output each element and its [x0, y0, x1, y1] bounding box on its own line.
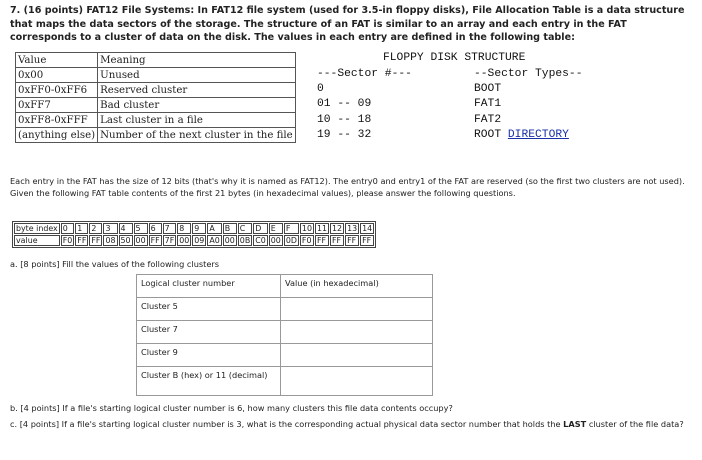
- header-cell: Value (in hexadecimal): [281, 275, 433, 298]
- question-title: 7. (16 points) FAT12 File Systems: In FAT12 file system (used for 3.5-in floppy disks), File Allocation Table is a data structure that maps the data sectors of the storage. The structure of an FAT is similar to an array and each entry in the FAT corresponds to a cluster of data on the disk. The values in each entry are defined in the following table:: [10, 5, 685, 43]
- byte-index-cell: 7: [163, 223, 177, 234]
- byte-index-cell: E: [269, 223, 283, 234]
- byte-value-cell: F0: [300, 235, 314, 246]
- table-row: [16, 113, 296, 128]
- answer-cell[interactable]: [281, 298, 433, 321]
- byte-index-cell: 8: [177, 223, 191, 234]
- value-cell: 0x00: [16, 68, 98, 83]
- sector-range: 0: [317, 83, 324, 96]
- byte-index-cell: C: [238, 223, 252, 234]
- row-label: value: [14, 235, 60, 246]
- byte-index-cell: 10: [301, 224, 312, 233]
- byte-index-cell: 14: [362, 224, 373, 233]
- cluster-label: Cluster B (hex) or 11 (decimal): [137, 367, 281, 396]
- floppy-title: FLOPPY DISK STRUCTURE: [383, 52, 526, 64]
- part-b-question: b. [4 points] If a file's starting logical cluster number is 6, how many clusters this file data contents occupy?: [10, 403, 453, 413]
- byte-index-cell: 11: [316, 224, 328, 233]
- directory-word: DIRECTORY: [507, 128, 569, 141]
- table-row: [137, 298, 433, 321]
- byte-value-cell: 00: [270, 236, 281, 245]
- emphasis-last: LAST: [563, 419, 587, 429]
- byte-index-cell: 13: [347, 224, 358, 233]
- meaning-cell: Number of the next cluster in the file: [98, 128, 296, 143]
- table-row: [137, 321, 433, 344]
- byte-value-cell: F0: [62, 236, 73, 245]
- byte-value-cell: FF: [345, 235, 359, 246]
- byte-index-row: [14, 223, 374, 234]
- root-word: ROOT: [474, 128, 508, 141]
- byte-index-cell: 0: [61, 223, 75, 234]
- sector-type: FAT2: [474, 113, 502, 126]
- byte-value-cell: 0D: [285, 236, 297, 245]
- byte-value-cell: FF: [330, 235, 344, 246]
- fat-value-meaning-table: [15, 52, 296, 143]
- value-row: [14, 235, 374, 246]
- table-row: [16, 83, 296, 98]
- header-cell: Logical cluster number: [137, 275, 281, 298]
- table-row: [16, 98, 296, 113]
- byte-index-cell: 6: [149, 223, 162, 234]
- value-cell: 0xFF0-0xFF6: [16, 83, 98, 98]
- header-cell: Value: [16, 53, 98, 68]
- byte-index-cell: 9: [192, 223, 206, 234]
- row-label: byte index: [16, 224, 58, 233]
- byte-value-cell: 00: [224, 236, 235, 245]
- value-cell: 0xFF8-0xFFF: [16, 113, 98, 128]
- value-cell: (anything else): [16, 128, 98, 143]
- cluster-label: Cluster 5: [137, 298, 281, 321]
- byte-value-cell: 7F: [164, 236, 175, 245]
- byte-index-cell: B: [223, 223, 237, 234]
- answer-cell[interactable]: [281, 321, 433, 344]
- byte-index-cell: 3: [103, 223, 117, 234]
- byte-index-cell: A: [207, 223, 221, 234]
- cluster-label: Cluster 9: [137, 344, 281, 367]
- byte-index-cell: 4: [119, 223, 133, 234]
- sector-column: [317, 67, 412, 143]
- sector-type: FAT1: [474, 98, 502, 111]
- byte-value-cell: FF: [360, 235, 374, 246]
- byte-value-cell: FF: [77, 236, 87, 245]
- sector-types-column: [474, 67, 582, 143]
- byte-value-cell: 50: [120, 236, 131, 245]
- answer-cell[interactable]: [281, 367, 433, 396]
- byte-index-cell: 1: [75, 223, 88, 234]
- meaning-cell: Bad cluster: [98, 98, 296, 113]
- meaning-cell: Unused: [98, 68, 296, 83]
- fat-description-paragraph: Each entry in the FAT has the size of 12 bits (that's why it is named as FAT12). The entry0 and entry1 of the FAT are reserved (so the first two clusters are not used). Given the following FAT table contents of the first 21 bytes (in hexadecimal values), please answer the following questions.: [10, 176, 685, 198]
- byte-index-cell: 5: [134, 223, 148, 234]
- sector-type-root-directory: [474, 128, 582, 143]
- byte-index-cell: F: [284, 223, 299, 234]
- byte-index-cell: 12: [332, 224, 343, 233]
- sector-range: 10 -- 18: [317, 113, 372, 126]
- byte-value-cell: FF: [315, 235, 329, 246]
- sector-range: 19 -- 32: [317, 128, 372, 141]
- byte-value-cell: 00: [179, 236, 190, 245]
- part-a-text: a. [8 points] Fill the values of the following clusters: [10, 259, 220, 269]
- cluster-label: Cluster 7: [137, 321, 281, 344]
- answer-cell[interactable]: [281, 344, 433, 367]
- byte-value-cell: 00: [135, 236, 146, 245]
- header-cell: Meaning: [98, 53, 296, 68]
- table-row: [16, 128, 296, 143]
- byte-value-cell: C0: [255, 236, 266, 245]
- byte-value-cell: 08: [105, 236, 116, 245]
- table-row: [137, 344, 433, 367]
- types-header: --Sector Types--: [474, 68, 583, 80]
- byte-value-cell: FF: [150, 236, 160, 245]
- byte-value-cell: A0: [209, 236, 220, 245]
- sector-header: ---Sector #---: [317, 68, 412, 80]
- cluster-values-table: [136, 274, 433, 396]
- sector-type: BOOT: [474, 83, 502, 96]
- table-header-row: [137, 275, 433, 298]
- table-row: [137, 367, 433, 396]
- value-cell: 0xFF7: [16, 98, 98, 113]
- byte-value-cell: FF: [91, 236, 101, 245]
- meaning-cell: Last cluster in a file: [98, 113, 296, 128]
- meaning-cell: Reserved cluster: [98, 83, 296, 98]
- table-header-row: [16, 53, 296, 68]
- byte-index-cell: 2: [89, 223, 102, 234]
- fat-bytes-table: [12, 221, 376, 248]
- table-row: [16, 68, 296, 83]
- byte-value-cell: 0B: [239, 236, 251, 245]
- part-c-question: c. [4 points] If a file's starting logical cluster number is 3, what is the corresponding actual physical data sector number that holds the LAST cluster of the file data?: [10, 419, 684, 429]
- sector-range: 01 -- 09: [317, 98, 372, 111]
- byte-value-cell: 09: [194, 236, 205, 245]
- byte-index-cell: D: [253, 223, 268, 234]
